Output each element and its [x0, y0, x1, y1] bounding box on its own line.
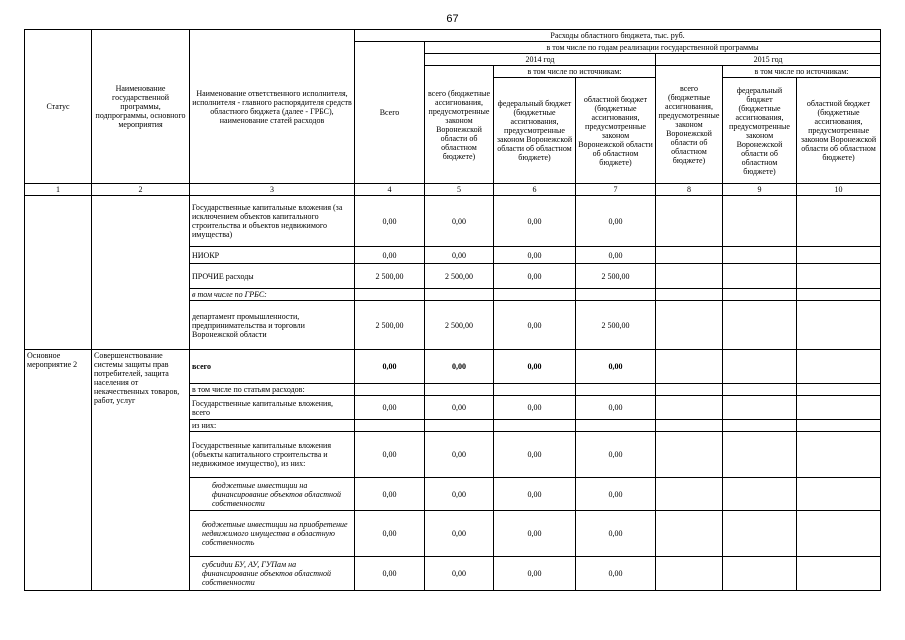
- expense-item-label: бюджетные инвестиции на приобретение недвижимого имущества в областную собственность: [190, 511, 355, 557]
- expense-item-label: НИОКР: [190, 247, 355, 264]
- value-2015-total: [656, 396, 723, 420]
- expense-item-label: Государственные капитальные вложения, всего: [190, 396, 355, 420]
- empty-cell: [355, 289, 425, 301]
- value-2015-total: [656, 196, 723, 247]
- grbs-name: департамент промышленности, предпринимательства и торговли Воронежской области: [190, 301, 355, 350]
- header-col-regional-2014: областной бюджет (бюджетные ассигнования, предусмотренные законом Воронежской области об областном бюджете): [576, 78, 656, 184]
- empty-cell: [576, 289, 656, 301]
- empty-cell: [494, 384, 576, 396]
- value-2014-total: 2 500,00: [425, 264, 494, 289]
- empty-cell: [355, 384, 425, 396]
- header-col-federal-2014: федеральный бюджет (бюджетные ассигнования, предусмотренные законом Воронежской области об областном бюджете): [494, 78, 576, 184]
- value-2015-regional: [797, 557, 881, 591]
- value-2014-total: 0,00: [425, 196, 494, 247]
- expense-item-label: ПРОЧИЕ расходы: [190, 264, 355, 289]
- expense-item-label: субсидии БУ, АУ, ГУПам на финансирование объектов областной собственности: [190, 557, 355, 591]
- value-2014-regional: 0,00: [576, 557, 656, 591]
- value-2015-total: [656, 264, 723, 289]
- value-total: 0,00: [355, 350, 425, 384]
- table-row: [25, 350, 881, 384]
- value-total: 0,00: [355, 511, 425, 557]
- header-by-years: в том числе по годам реализации государственной программы: [425, 42, 881, 54]
- value-2015-federal: [723, 247, 797, 264]
- value-2015-total: [656, 247, 723, 264]
- value-2014-federal: 0,00: [494, 301, 576, 350]
- value-2015-regional: [797, 301, 881, 350]
- value-2014-regional: 0,00: [576, 432, 656, 478]
- value-2014-federal: 0,00: [494, 264, 576, 289]
- empty-cell: [494, 420, 576, 432]
- empty-cell: [723, 384, 797, 396]
- value-2014-federal: 0,00: [494, 478, 576, 511]
- empty-cell: [723, 420, 797, 432]
- column-number: 7: [576, 184, 656, 196]
- empty-cell: [425, 420, 494, 432]
- header-year-2015: 2015 год: [656, 54, 881, 66]
- value-2014-federal: 0,00: [494, 350, 576, 384]
- value-2014-federal: 0,00: [494, 196, 576, 247]
- value-total: 0,00: [355, 247, 425, 264]
- column-number: 9: [723, 184, 797, 196]
- budget-table: [24, 29, 881, 591]
- empty-cell: [576, 384, 656, 396]
- grbs-subheading: в том числе по ГРБС:: [190, 289, 355, 301]
- empty-cell: [797, 420, 881, 432]
- header-by-sources-2015: в том числе по источникам:: [723, 66, 881, 78]
- value-2015-regional: [797, 247, 881, 264]
- header-expenses: Расходы областного бюджета, тыс. руб.: [355, 30, 881, 42]
- empty-cell: [425, 384, 494, 396]
- empty-cell: [656, 289, 723, 301]
- value-2014-total: 0,00: [425, 511, 494, 557]
- value-2014-regional: 0,00: [576, 511, 656, 557]
- value-2014-total: 0,00: [425, 432, 494, 478]
- value-2014-federal: 0,00: [494, 432, 576, 478]
- value-2015-regional: [797, 396, 881, 420]
- value-2015-total: [656, 557, 723, 591]
- value-2015-regional: [797, 264, 881, 289]
- header-executor: Наименование ответственного исполнителя, исполнителя - главного распорядителя средств областного бюджета (далее - ГРБС), наименование статей расходов: [190, 30, 355, 184]
- main-event-name: Совершенствование системы защиты прав потребителей, защита населения от некачественных товаров, работ, услуг: [92, 350, 190, 591]
- value-2015-federal: [723, 511, 797, 557]
- value-2014-regional: 0,00: [576, 350, 656, 384]
- value-2014-total: 0,00: [425, 478, 494, 511]
- value-2015-total: [656, 511, 723, 557]
- empty-cell: [576, 420, 656, 432]
- column-number: 1: [25, 184, 92, 196]
- value-2014-regional: 2 500,00: [576, 264, 656, 289]
- empty-cell: [656, 420, 723, 432]
- value-2015-federal: [723, 196, 797, 247]
- value-2015-federal: [723, 350, 797, 384]
- empty-cell: [656, 384, 723, 396]
- value-2014-regional: 0,00: [576, 478, 656, 511]
- header-col-federal-2015: федеральный бюджет (бюджетные ассигнования, предусмотренные законом Воронежской области об областном бюджете): [723, 78, 797, 184]
- empty-cell: [494, 289, 576, 301]
- column-number: 4: [355, 184, 425, 196]
- column-number: 2: [92, 184, 190, 196]
- value-2014-regional: 2 500,00: [576, 301, 656, 350]
- value-2014-regional: 0,00: [576, 396, 656, 420]
- column-number: 8: [656, 184, 723, 196]
- value-2014-total: 0,00: [425, 247, 494, 264]
- expense-item-label: Государственные капитальные вложения (за исключением объектов капитального строительства и объектов недвижимого имущества): [190, 196, 355, 247]
- value-2015-federal: [723, 264, 797, 289]
- value-2015-regional: [797, 511, 881, 557]
- value-2015-federal: [723, 557, 797, 591]
- expense-subheading: в том числе по статьям расходов:: [190, 384, 355, 396]
- column-number: 6: [494, 184, 576, 196]
- value-2014-total: 0,00: [425, 557, 494, 591]
- empty-cell: [723, 289, 797, 301]
- expense-item-label: Государственные капитальные вложения (объекты капитального строительства и недвижимое имущество), из них:: [190, 432, 355, 478]
- value-2015-federal: [723, 301, 797, 350]
- value-2014-regional: 0,00: [576, 196, 656, 247]
- value-total: 0,00: [355, 196, 425, 247]
- header-col-regional-2015: областной бюджет (бюджетные ассигнования, предусмотренные законом Воронежской области об областном бюджете): [797, 78, 881, 184]
- column-number: 3: [190, 184, 355, 196]
- page-number: 67: [446, 13, 459, 25]
- expense-subheading: из них:: [190, 420, 355, 432]
- empty-cell: [797, 384, 881, 396]
- header-col-total-2015: всего (бюджетные ассигнования, предусмотренные законом Воронежской области об областном бюджете): [656, 66, 723, 184]
- value-2014-total: 0,00: [425, 396, 494, 420]
- value-2015-federal: [723, 478, 797, 511]
- value-2014-federal: 0,00: [494, 511, 576, 557]
- value-2015-federal: [723, 432, 797, 478]
- column-number-row: [25, 184, 881, 196]
- value-2015-regional: [797, 350, 881, 384]
- table-row: [25, 196, 881, 247]
- header-col-total-2014: всего (бюджетные ассигнования, предусмотренные законом Воронежской области об областном бюджете): [425, 66, 494, 184]
- value-total: 2 500,00: [355, 264, 425, 289]
- value-2015-regional: [797, 478, 881, 511]
- header-by-sources-2014: в том числе по источникам:: [494, 66, 656, 78]
- header-status: Статус: [25, 30, 92, 184]
- empty-cell: [797, 289, 881, 301]
- header-year-2014: 2014 год: [425, 54, 656, 66]
- column-number: 5: [425, 184, 494, 196]
- value-2015-total: [656, 301, 723, 350]
- value-2015-total: [656, 350, 723, 384]
- value-2015-total: [656, 432, 723, 478]
- main-event-status: Основное мероприятие 2: [25, 350, 92, 591]
- value-2015-regional: [797, 432, 881, 478]
- empty-cell: [355, 420, 425, 432]
- header-total: Всего: [355, 42, 425, 184]
- status-cell-empty: [25, 196, 92, 350]
- value-2014-federal: 0,00: [494, 396, 576, 420]
- column-number: 10: [797, 184, 881, 196]
- expense-item-label: бюджетные инвестиции на финансирование объектов областной собственности: [190, 478, 355, 511]
- value-2014-federal: 0,00: [494, 557, 576, 591]
- value-2015-federal: [723, 396, 797, 420]
- value-2014-federal: 0,00: [494, 247, 576, 264]
- value-total: 0,00: [355, 478, 425, 511]
- value-total: 2 500,00: [355, 301, 425, 350]
- program-cell-empty: [92, 196, 190, 350]
- value-2015-regional: [797, 196, 881, 247]
- value-total: 0,00: [355, 557, 425, 591]
- value-total: 0,00: [355, 396, 425, 420]
- expense-item-label: всего: [190, 350, 355, 384]
- empty-cell: [425, 289, 494, 301]
- value-total: 0,00: [355, 432, 425, 478]
- value-2014-regional: 0,00: [576, 247, 656, 264]
- value-2015-total: [656, 478, 723, 511]
- value-2014-total: 0,00: [425, 350, 494, 384]
- header-program-name: Наименование государственной программы, подпрограммы, основного мероприятия: [92, 30, 190, 184]
- value-2014-total: 2 500,00: [425, 301, 494, 350]
